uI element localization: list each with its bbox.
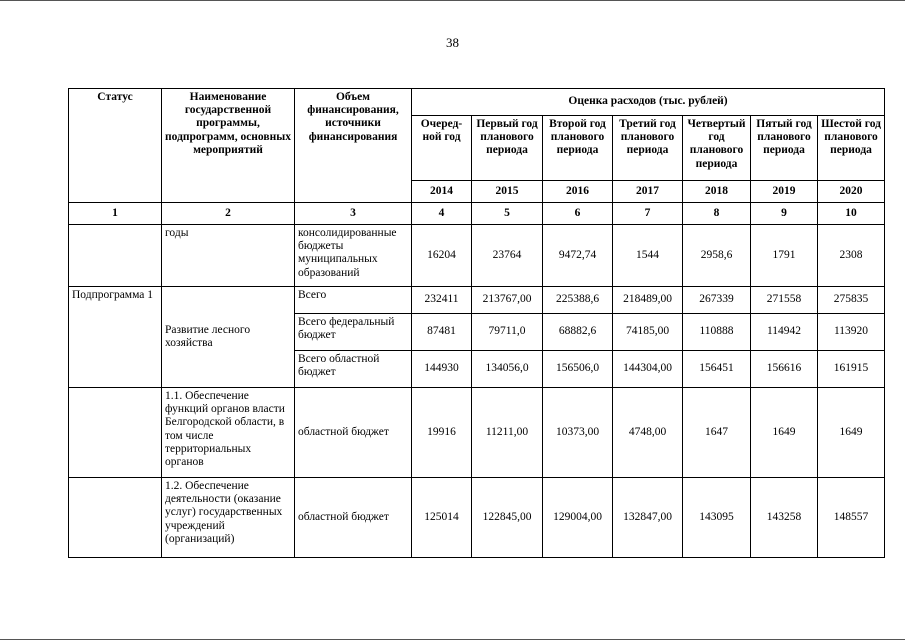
status-cell <box>69 388 162 478</box>
value-cell: 2958,6 <box>683 225 751 287</box>
column-number: 9 <box>751 203 818 225</box>
status-cell <box>69 478 162 558</box>
header-year: 2017 <box>613 181 683 203</box>
value-cell: 16204 <box>412 225 472 287</box>
expenses-table <box>68 88 885 558</box>
value-cell: 113920 <box>818 314 885 351</box>
header-program-name: Наименование государственной программы, подпрограмм, основных мероприятий <box>162 89 295 203</box>
value-cell: 129004,00 <box>543 478 613 558</box>
header-year: 2019 <box>751 181 818 203</box>
value-cell: 2308 <box>818 225 885 287</box>
value-cell: 19916 <box>412 388 472 478</box>
value-cell: 232411 <box>412 287 472 314</box>
value-cell: 125014 <box>412 478 472 558</box>
table-row <box>69 388 885 478</box>
value-cell: 267339 <box>683 287 751 314</box>
value-cell: 156451 <box>683 351 751 388</box>
value-cell: 1649 <box>751 388 818 478</box>
value-cell: 23764 <box>472 225 543 287</box>
column-number: 3 <box>295 203 412 225</box>
status-cell: Подпрограмма 1 <box>69 287 162 388</box>
value-cell: 143095 <box>683 478 751 558</box>
column-number: 4 <box>412 203 472 225</box>
page-top-edge <box>0 0 905 1</box>
value-cell: 134056,0 <box>472 351 543 388</box>
table-row <box>69 225 885 287</box>
header-year: 2014 <box>412 181 472 203</box>
header-year-label: Четвертый год планового периода <box>683 116 751 181</box>
funding-source-cell: Всего <box>295 287 412 314</box>
column-number: 1 <box>69 203 162 225</box>
header-year-label: Пятый год планового периода <box>751 116 818 181</box>
value-cell: 213767,00 <box>472 287 543 314</box>
value-cell: 110888 <box>683 314 751 351</box>
column-numbers-row <box>69 203 885 225</box>
table-row <box>69 478 885 558</box>
value-cell: 4748,00 <box>613 388 683 478</box>
header-year: 2016 <box>543 181 613 203</box>
header-year-label: Третий год планового периода <box>613 116 683 181</box>
column-number: 7 <box>613 203 683 225</box>
value-cell: 114942 <box>751 314 818 351</box>
funding-source-cell: консолидированные бюджеты муниципальных образований <box>295 225 412 287</box>
value-cell: 144304,00 <box>613 351 683 388</box>
value-cell: 144930 <box>412 351 472 388</box>
header-year-label: Первый год планового периода <box>472 116 543 181</box>
header-status: Статус <box>69 89 162 203</box>
program-name-cell: годы <box>162 225 295 287</box>
program-name-cell: 1.2. Обеспечение деятельности (оказание услуг) государственных учреждений (организаций) <box>162 478 295 558</box>
column-number: 8 <box>683 203 751 225</box>
column-number: 6 <box>543 203 613 225</box>
value-cell: 275835 <box>818 287 885 314</box>
column-number: 5 <box>472 203 543 225</box>
column-number: 10 <box>818 203 885 225</box>
value-cell: 156506,0 <box>543 351 613 388</box>
header-year-label: Очеред-ной год <box>412 116 472 181</box>
value-cell: 143258 <box>751 478 818 558</box>
value-cell: 74185,00 <box>613 314 683 351</box>
header-year-label: Второй год планового периода <box>543 116 613 181</box>
header-year: 2018 <box>683 181 751 203</box>
header-estimate: Оценка расходов (тыс. рублей) <box>412 89 885 116</box>
header-year: 2015 <box>472 181 543 203</box>
value-cell: 9472,74 <box>543 225 613 287</box>
program-name-cell: Развитие лесного хозяйства <box>162 287 295 388</box>
value-cell: 10373,00 <box>543 388 613 478</box>
value-cell: 1647 <box>683 388 751 478</box>
value-cell: 87481 <box>412 314 472 351</box>
value-cell: 1791 <box>751 225 818 287</box>
value-cell: 1649 <box>818 388 885 478</box>
program-name-cell: 1.1. Обеспечение функций органов власти Белгородской области, в том числе территориальных органов <box>162 388 295 478</box>
funding-source-cell: областной бюджет <box>295 478 412 558</box>
header-year: 2020 <box>818 181 885 203</box>
value-cell: 132847,00 <box>613 478 683 558</box>
value-cell: 218489,00 <box>613 287 683 314</box>
status-cell <box>69 225 162 287</box>
funding-source-cell: Всего областной бюджет <box>295 351 412 388</box>
header-funding: Объем финансирования, источники финансирования <box>295 89 412 203</box>
value-cell: 11211,00 <box>472 388 543 478</box>
value-cell: 156616 <box>751 351 818 388</box>
value-cell: 271558 <box>751 287 818 314</box>
header-year-label: Шестой год планового периода <box>818 116 885 181</box>
column-number: 2 <box>162 203 295 225</box>
funding-source-cell: Всего федеральный бюджет <box>295 314 412 351</box>
value-cell: 225388,6 <box>543 287 613 314</box>
table-row <box>69 287 885 314</box>
value-cell: 68882,6 <box>543 314 613 351</box>
value-cell: 79711,0 <box>472 314 543 351</box>
value-cell: 148557 <box>818 478 885 558</box>
value-cell: 161915 <box>818 351 885 388</box>
page-number: 38 <box>446 35 459 50</box>
value-cell: 1544 <box>613 225 683 287</box>
funding-source-cell: областной бюджет <box>295 388 412 478</box>
value-cell: 122845,00 <box>472 478 543 558</box>
